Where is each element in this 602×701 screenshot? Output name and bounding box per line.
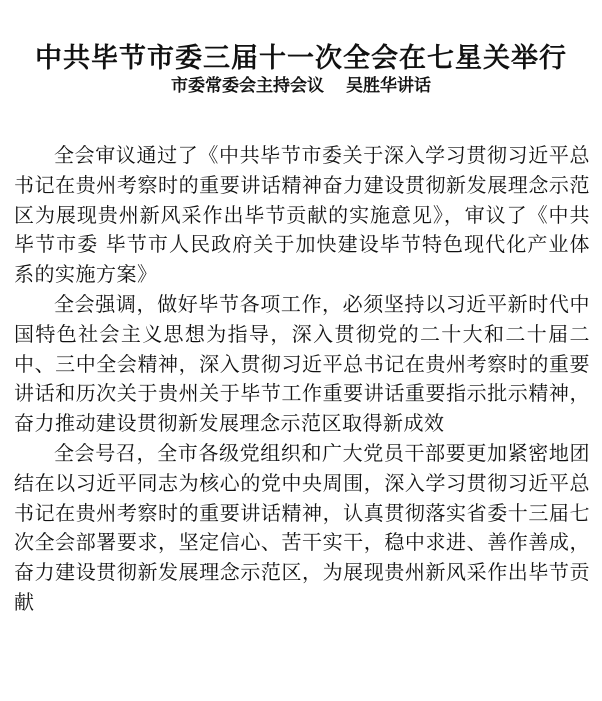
article-body [14, 141, 590, 618]
paragraph-emphasis: 全会强调，做好毕节各项工作，必须坚持以习近平新时代中国特色社会主义思想为指导，深入贯彻党的二十大和二十届二中、三中全会精神，深入贯彻习近平总书记在贵州考察时的重要讲话和历次关于贵州关于毕节工作重要讲话重要指示批示精神，奋力推动建设贯彻新发展理念示范区取得新成效 [14, 291, 590, 436]
paragraph-review: 全会审议通过了《中共毕节市委关于深入学习贯彻习近平总书记在贵州考察时的重要讲话精神奋力建设贯彻新发展理念示范区为展现贵州新风采作出毕节贡献的实施意见》，审议了《中共毕节市委 毕节市人民政府关于加快建设毕节特色现代化产业体系的实施方案》 [14, 143, 590, 287]
subtitle-meeting-chair: 市委常委会主持会议 [171, 76, 324, 96]
article-title: 中共毕节市委三届十一次全会在七星关举行 [35, 43, 567, 75]
subtitle-speaker: 吴胜华讲话 [346, 76, 431, 96]
article-subtitle [0, 74, 602, 98]
paragraph-call: 全会号召，全市各级党组织和广大党员干部要更加紧密地团结在以习近平同志为核心的党中央周围，深入学习贯彻习近平总书记在贵州考察时的重要讲话精神，认真贯彻落实省委十三届七次全会部署要求，坚定信心、苦干实干，稳中求进、善作善成，奋力建设贯彻新发展理念示范区，为展现贵州新风采作出毕节贡献 [14, 440, 590, 614]
